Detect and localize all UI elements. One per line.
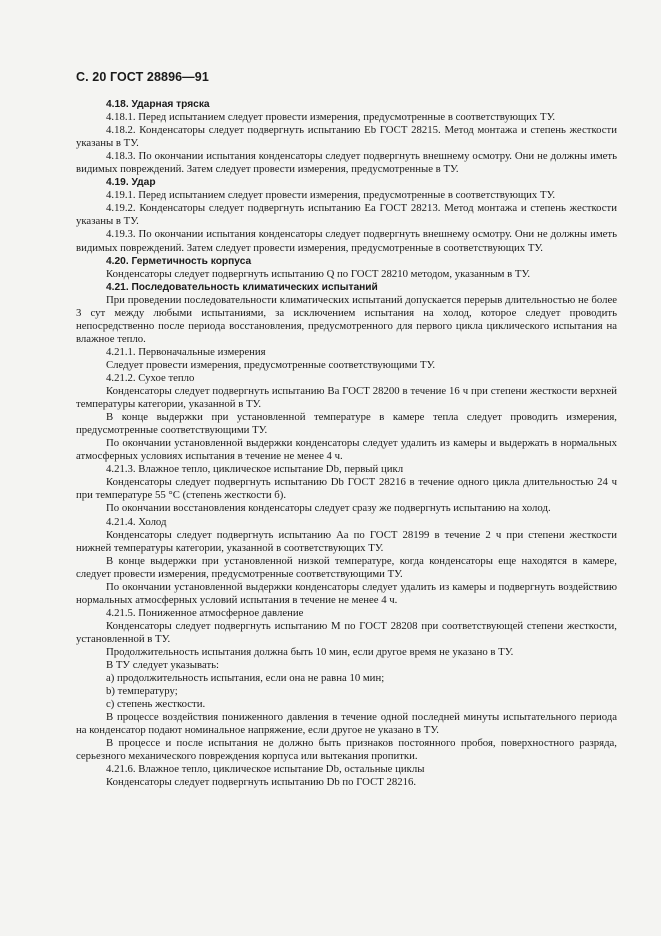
page-header: С. 20 ГОСТ 28896—91 bbox=[76, 70, 209, 84]
paragraph: При проведении последовательности климатических испытаний допускается перерыв длительностью не более 3 сут между любыми испытаниями, за исключением испытания на холод, которое следует проводить непосредственно после периода восстановления, предусмотренного для первого цикла циклического испытания на влажное тепло. bbox=[76, 293, 617, 345]
section-heading: 4.20. Герметичность корпуса bbox=[106, 255, 252, 267]
paragraph: Конденсаторы следует подвергнуть испытанию Db ГОСТ 28216 в течение одного цикла длительностью 24 ч при температуре 55 °С (степень жесткости б). bbox=[76, 476, 617, 502]
paragraph: 4.18.2. Конденсаторы следует подвергнуть испытанию Eb ГОСТ 28215. Метод монтажа и степень жесткости указаны в ТУ. bbox=[76, 124, 617, 150]
paragraph: 4.21.1. Первоначальные измерения bbox=[106, 345, 266, 358]
paragraph: В конце выдержки при установленной температуре в камере тепла следует проводить измерения, предусмотренные соответствующими ТУ. bbox=[76, 411, 617, 437]
paragraph: 4.19.2. Конденсаторы следует подвергнуть испытанию Ea ГОСТ 28213. Метод монтажа и степень жесткости указаны в ТУ. bbox=[76, 202, 617, 228]
paragraph: 4.21.3. Влажное тепло, циклическое испытание Db, первый цикл bbox=[106, 463, 404, 476]
paragraph: b) температуру; bbox=[106, 685, 178, 698]
paragraph: 4.18.3. По окончании испытания конденсаторы следует подвергнуть внешнему осмотру. Они не должны иметь видимых повреждений. Затем следует провести измерения, предусмотренные в ТУ. bbox=[76, 150, 617, 176]
paragraph: По окончании установленной выдержки конденсаторы следует удалить из камеры и подвергнуть воздействию нормальных атмосферных условий испытания в течение не менее 4 ч. bbox=[76, 580, 617, 606]
paragraph: В процессе и после испытания не должно быть признаков постоянного пробоя, поверхностного разряда, серьезного механического повреждения корпуса или вытекания пропитки. bbox=[76, 737, 617, 763]
paragraph: с) степень жесткости. bbox=[106, 698, 206, 711]
paragraph: По окончании восстановления конденсаторы следует сразу же подвергнуть испытанию на холод. bbox=[106, 502, 551, 515]
paragraph: 4.19.3. По окончании испытания конденсаторы следует подвергнуть внешнему осмотру. Они не должны иметь видимых повреждений. Затем следует провести измерения, предусмотренные в соответствующих ТУ. bbox=[76, 228, 617, 254]
section-heading: 4.18. Ударная тряска bbox=[106, 99, 210, 110]
paragraph: 4.19.1. Перед испытанием следует провести измерения, предусмотренные в соответствующих ТУ. bbox=[106, 189, 556, 202]
paragraph: 4.21.6. Влажное тепло, циклическое испытание Db, остальные циклы bbox=[106, 763, 425, 776]
paragraph: По окончании установленной выдержки конденсаторы следует удалить из камеры и выдержать в нормальных атмосферных условиях испытания в течение не менее 4 ч. bbox=[76, 437, 617, 463]
paragraph: В процессе воздействия пониженного давления в течение одной последней минуты испытательного периода на конденсатор подают номинальное напряжение, если другое не указано в ТУ. bbox=[76, 711, 617, 737]
paragraph: 4.21.2. Сухое тепло bbox=[106, 371, 195, 384]
paragraph: Конденсаторы следует подвергнуть испытанию M по ГОСТ 28208 при соответствующей степени жесткости, установленной в ТУ. bbox=[76, 619, 617, 645]
paragraph: 4.21.5. Пониженное атмосферное давление bbox=[106, 606, 304, 619]
paragraph: а) продолжительность испытания, если она не равна 10 мин; bbox=[106, 672, 385, 685]
paragraph: В конце выдержки при установленной низкой температуре, когда конденсаторы еще находятся в камере, следует провести измерения, предусмотренные соответствующими ТУ. bbox=[76, 554, 617, 580]
document-body bbox=[76, 98, 617, 789]
paragraph: Конденсаторы следует подвергнуть испытанию Аа по ГОСТ 28199 в течение 2 ч при степени жесткости нижней температуры категории, указанной в соответствующих ТУ. bbox=[76, 528, 617, 554]
section-heading: 4.19. Удар bbox=[106, 177, 156, 189]
paragraph: Конденсаторы следует подвергнуть испытанию Db по ГОСТ 28216. bbox=[106, 776, 417, 789]
paragraph: Продолжительность испытания должна быть 10 мин, если другое время не указано в ТУ. bbox=[106, 645, 514, 658]
paragraph: Конденсаторы следует подвергнуть испытанию Ва ГОСТ 28200 в течение 16 ч при степени жесткости верхней температуры категории, указанной в ТУ. bbox=[76, 385, 617, 411]
section-heading: 4.21. Последовательность климатических испытаний bbox=[106, 281, 378, 293]
paragraph: 4.21.4. Холод bbox=[106, 515, 167, 528]
paragraph: В ТУ следует указывать: bbox=[106, 659, 220, 672]
paragraph: Следует провести измерения, предусмотренные соответствующими ТУ. bbox=[106, 358, 436, 371]
paragraph: Конденсаторы следует подвергнуть испытанию Q по ГОСТ 28210 методом, указанным в ТУ. bbox=[106, 267, 531, 280]
paragraph: 4.18.1. Перед испытанием следует провести измерения, предусмотренные в соответствующих ТУ. bbox=[106, 111, 556, 124]
